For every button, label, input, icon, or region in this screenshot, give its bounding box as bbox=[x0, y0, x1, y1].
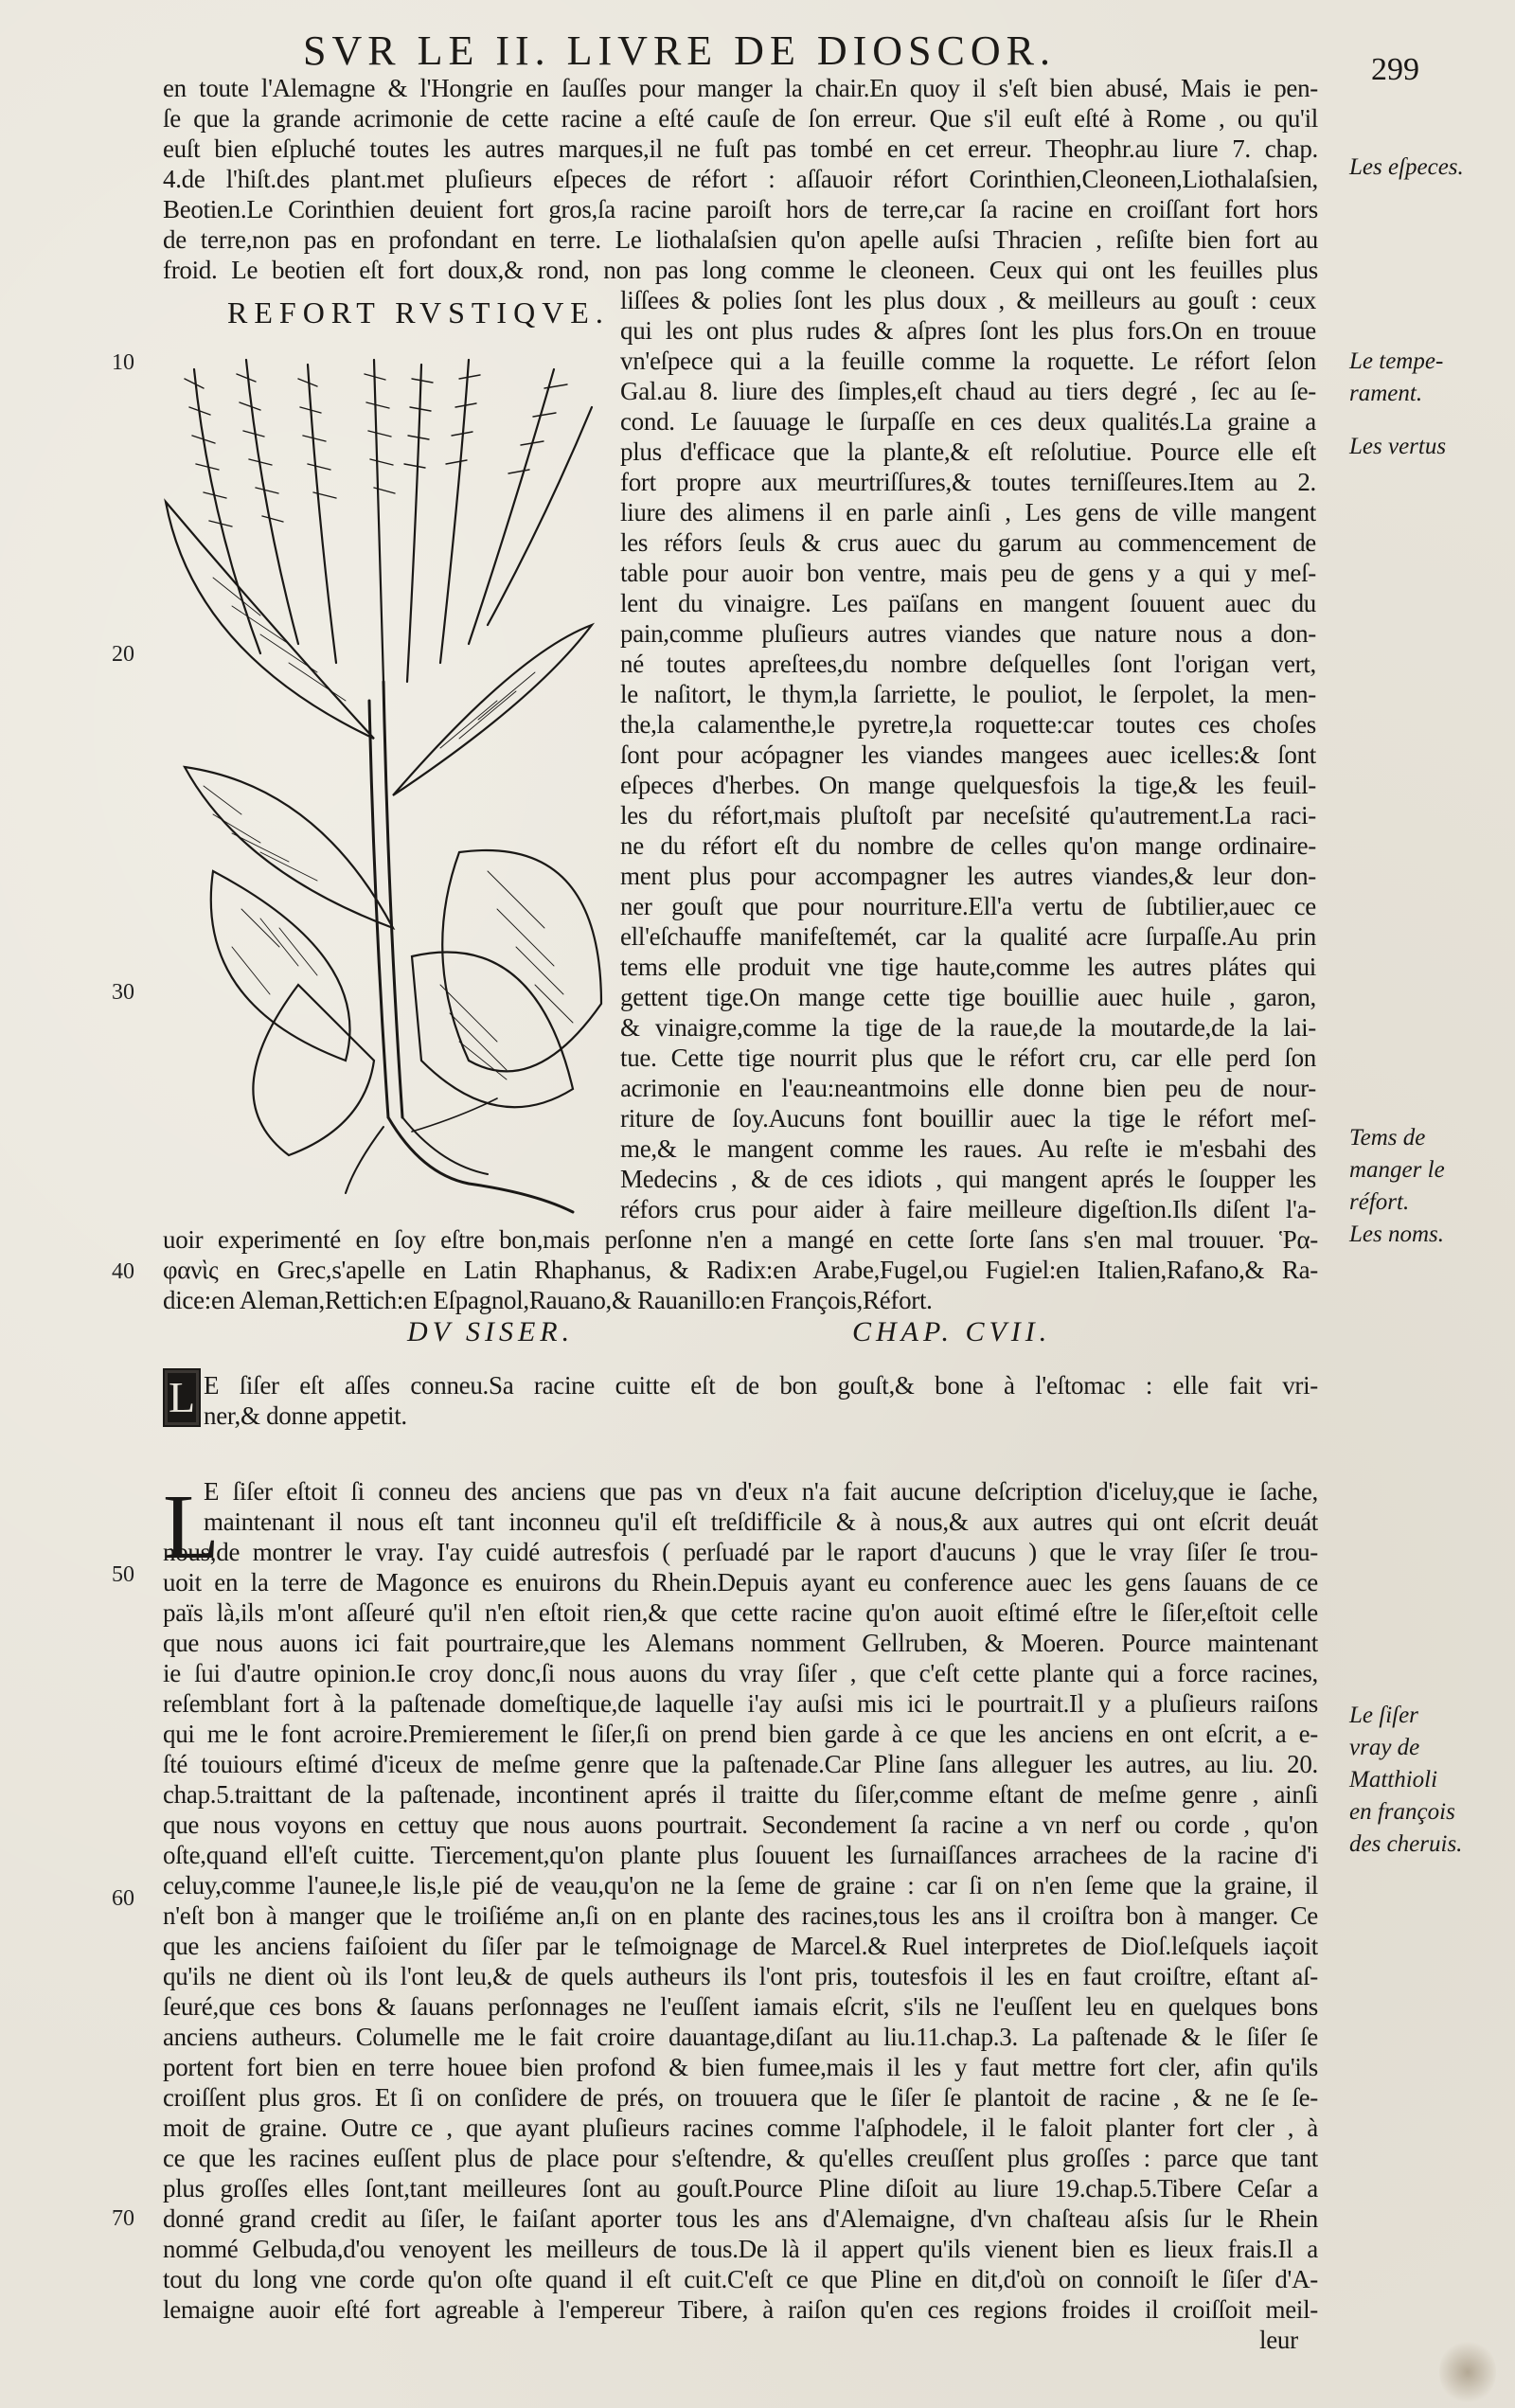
margin-note-line: Tems de bbox=[1349, 1125, 1426, 1150]
text-line: gettent tige.On mange cette tige bouillie auec huile , garon, bbox=[620, 983, 1316, 1011]
margin-note-line: rament. bbox=[1349, 381, 1423, 406]
plant-illustration-icon bbox=[156, 341, 615, 1222]
text-line: en toute l'Alemagne & l'Hongrie en ſauſſes pour manger la chair.En quoy il s'eſt bien abusé, Mais ie pen- bbox=[163, 74, 1318, 102]
drop-cap: L bbox=[163, 1476, 220, 1579]
text-line: tems elle produit vne tige haute,comme les autres plátes qui bbox=[620, 953, 1316, 981]
margin-note-line: Les vertus bbox=[1349, 434, 1447, 459]
text-line: moit de graine. Outre ce , que ayant pluſieurs racines comme l'aſphodele, il le faloit planter fort cler , à bbox=[163, 2114, 1318, 2142]
text-line: Medecins , & de ces idiots , qui mangent aprés le ſoupper les bbox=[620, 1165, 1316, 1193]
line-number: 20 bbox=[112, 642, 134, 667]
margin-note-line: réfort. bbox=[1349, 1189, 1410, 1215]
text-line: Gal.au 8. liure des ſimples,eſt chaud au tiers degré , ſec au ſe- bbox=[620, 377, 1316, 405]
text-line: dice:en Aleman,Rettich:en Eſpagnol,Rauano,& Rauanillo:en François,Réfort. bbox=[163, 1286, 933, 1314]
text-line: uoit en la terre de Magonce es enuirons du Rhein.Depuis ayant eu conference auec les gens ſauans de ce bbox=[163, 1568, 1318, 1596]
margin-note-line: en françois bbox=[1349, 1799, 1455, 1825]
running-head: SVR LE II. LIVRE DE DIOSCOR. bbox=[303, 27, 1056, 74]
text-line: uoir experimenté en ſoy eſtre bon,mais perſonne n'en a mangé en cette ſorte ſans s'en mal trouuer. Ῥα- bbox=[163, 1225, 1318, 1254]
text-line: anciens autheurs. Columelle me le fait croire dauantage,diſant au liu.11.chap.3. La paſtenade & le ſiſer ſe bbox=[163, 2023, 1318, 2051]
text-line: φανὶς en Grec,s'apelle en Latin Rhaphanus, & Radix:en Arabe,Fugel,ou Fugiel:en Italien,Rafano,& Ra- bbox=[163, 1256, 1318, 1284]
text-line: qui me le font acroire.Premierement le ſiſer,ſi on prend bien garde à ce que les anciens en ont eſcrit, a e- bbox=[163, 1720, 1318, 1748]
margin-note-line: des cheruis. bbox=[1349, 1831, 1463, 1857]
text-line: E ſiſer eſtoit ſi conneu des anciens que pas vn d'eux n'a fait aucune deſcription d'iceluy,que ie ſache, bbox=[204, 1477, 1318, 1506]
text-line: tue. Cette tige nourrit plus que le réfort cru, car elle perd ſon bbox=[620, 1043, 1316, 1072]
text-line: plus d'efficace que la plante,& eſt reſolutiue. Pource elle eſt bbox=[620, 437, 1316, 466]
text-line: ner gouſt que pour nourriture.Ell'a vertu de ſubtilier,auec ce bbox=[620, 892, 1316, 920]
text-line: euſt bien eſpluché toutes les autres marques,il ne fuſt pas tombé en cet erreur. Theophr.au liure 7. chap. bbox=[163, 134, 1318, 163]
text-line: tout du long vne corde qu'on oſte quand il eſt cuit.C'eſt ce que Pline en dit,d'où on connoiſt le ſiſer d'A- bbox=[163, 2265, 1318, 2293]
text-line: oſte,quand ell'eſt cuitte. Tiercement,qu'on plante plus ſouuent les ſurnaiſſances arrachees de la racine d'i bbox=[163, 1841, 1318, 1869]
text-line: qui les ont plus rudes & aſpres ſont les plus fors.On en trouue bbox=[620, 316, 1316, 345]
text-line: froid. Le beotien eſt fort doux,& rond, non pas long comme le cleoneen. Ceux qui ont les feuilles plus bbox=[163, 256, 1318, 284]
text-line: ell'eſchauffe manifeſtemét, car la qualité acre ſurpaſſe.Au prin bbox=[620, 922, 1316, 951]
text-line: cond. Le ſauuage le ſurpaſſe en ces deux qualités.La graine a bbox=[620, 407, 1316, 436]
text-line: lent du vinaigre. Les païſans en mangent ſouuent auec du bbox=[620, 589, 1316, 617]
paper-stain bbox=[1439, 2339, 1496, 2405]
text-line: ſont pour acópagner les viandes mangees auec icelles:& ſont bbox=[620, 740, 1316, 769]
text-line: ne du réfort eſt du nombre de celles qu'on mange ordinaire- bbox=[620, 831, 1316, 860]
text-line: ie ſui d'autre opinion.Ie croy donc,ſi nous auons du vray ſiſer , que c'eſt cette plante qui a force racines, bbox=[163, 1659, 1318, 1687]
margin-note-line: vray de bbox=[1349, 1735, 1420, 1760]
text-line: que nous auons ici fait pourtraire,que les Alemans nomment Gellruben, & Moeren. Pource maintenant bbox=[163, 1629, 1318, 1657]
text-line: nous,de montrer le vray. I'ay cuidé autresfois ( perſuadé par le raport d'aucuns ) que le vray ſiſer ſe trou- bbox=[163, 1538, 1318, 1566]
text-line: ment plus pour accompagner les autres viandes,& leur don- bbox=[620, 862, 1316, 890]
text-line: ſe que la grande acrimonie de cette racine a eſté cauſe de ſon erreur. Que s'il euſt eſté à Rome , ou qu'il bbox=[163, 104, 1318, 133]
text-line: riture de ſoy.Aucuns font bouillir auec la tige le réfort meſ- bbox=[620, 1104, 1316, 1133]
text-line: ce que les racines euſſent plus de place pour s'eſtendre, & qu'elles creuſſent plus groſſes : parce que tant bbox=[163, 2144, 1318, 2172]
catchword: leur bbox=[1259, 2326, 1298, 2354]
margin-note-tems bbox=[1349, 1122, 1510, 1251]
text-line: table pour auoir bon ventre, mais peu de gens y a qui y meſ- bbox=[620, 559, 1316, 587]
margin-note-especes bbox=[1349, 152, 1510, 184]
margin-note-line: Le ſiſer bbox=[1349, 1703, 1418, 1728]
chapter-title: DV SISER. bbox=[407, 1316, 575, 1347]
page-number: 299 bbox=[1371, 52, 1419, 87]
text-line: fort propre aux meurtriſſures,& toutes terniſſeures.Item au 2. bbox=[620, 468, 1316, 496]
text-line: nommé Gelbuda,d'ou venoyent les meilleurs de tous.De là il appert qu'ils vienent bien es lieux frais.Il a bbox=[163, 2235, 1318, 2263]
margin-note-noms: Les noms. bbox=[1349, 1222, 1445, 1247]
line-number: 10 bbox=[112, 350, 134, 375]
text-line: le naſitort, le thym,la ſarriette, le pouliot, le ſerpolet, la men- bbox=[620, 680, 1316, 708]
margin-note-line: Les eſpeces. bbox=[1349, 154, 1464, 180]
text-line: de terre,non pas en profondant en terre. Le liothalaſsien qu'on apelle auſsi Thracien , reſiſte bien fort au bbox=[163, 225, 1318, 254]
line-number: 70 bbox=[112, 2206, 134, 2231]
line-number: 50 bbox=[112, 1562, 134, 1587]
text-line: plus groſſes elles ſont,tant meilleures ſont au gouſt.Pource Pline diſoit au liure 19.chap.5.Tibere Ceſar a bbox=[163, 2174, 1318, 2203]
text-line: né toutes apreſtees,du nombre deſquelles ſont l'origan vert, bbox=[620, 650, 1316, 678]
figure-caption: REFORT RVSTIQVE. bbox=[227, 295, 610, 330]
text-line: lemaigne auoir eſté fort agreable à l'empereur Tibere, à raiſon qu'en ces regions froides il croiſſoit meil- bbox=[163, 2295, 1318, 2324]
text-line: n'eſt bon à manger que le troiſiéme an,ſi on en plante des racines,tous les ans il croiſtra bon à manger. Ce bbox=[163, 1901, 1318, 1930]
line-number: 40 bbox=[112, 1259, 134, 1284]
text-line: reſemblant fort à la paſtenade domeſtique,de laquelle i'ay auſsi mis ici le pourtrait.Il y a pluſieurs raiſons bbox=[163, 1689, 1318, 1718]
text-line: maintenant il nous eſt tant inconneu qu'il eſt treſdifficile & à nous,& aux autres qui ont eſcrit deuát bbox=[204, 1507, 1318, 1536]
margin-note-vertus bbox=[1349, 431, 1510, 463]
text-line: païs là,ils m'ont aſſeuré qu'il n'en eſtoit rien,& que cette racine qu'on auoit eſtimé eſtre le ſiſer,eſtoit celle bbox=[163, 1598, 1318, 1627]
margin-note-line: manger le bbox=[1349, 1157, 1445, 1183]
text-line: ner,& donne appetit. bbox=[204, 1401, 407, 1430]
margin-note-temperament bbox=[1349, 346, 1510, 410]
chapter-number: CHAP. CVII. bbox=[852, 1316, 1052, 1347]
text-line: acrimonie en l'eau:neantmoins elle donne bien peu de nour- bbox=[620, 1074, 1316, 1102]
decorated-initial: L bbox=[163, 1368, 201, 1427]
text-line: vn'eſpece qui a la feuille comme la roquette. Le réfort ſelon bbox=[620, 347, 1316, 375]
text-line: E ſiſer eſt aſſes conneu.Sa racine cuitte eſt de bon gouſt,& bone à l'eſtomac : elle fait vri- bbox=[204, 1371, 1318, 1400]
text-line: chap.5.traittant de la paſtenade, incontinent aprés il traitte du ſiſer,comme eſtant de meſme genre , ainſi bbox=[163, 1780, 1318, 1809]
margin-note-line: Matthioli bbox=[1349, 1767, 1438, 1793]
margin-note-siser bbox=[1349, 1700, 1510, 1861]
line-number: 30 bbox=[112, 980, 134, 1005]
text-line: liure des alimens il en parle ainſi , Les gens de ville mangent bbox=[620, 498, 1316, 526]
text-line: que les anciens faiſoient du ſiſer par le teſmoignage de Marcel.& Ruel interpretes de Dioſ.leſquels iaçoit bbox=[163, 1932, 1318, 1960]
text-line: ſté touiours eſtimé d'iceux de meſme genre que la paſtenade.Car Pline ſans alleguer les autres, au liu. 20. bbox=[163, 1750, 1318, 1778]
line-number: 60 bbox=[112, 1886, 134, 1911]
text-line: 4.de l'hiſt.des plant.met pluſieurs eſpeces de réfort : aſſauoir réfort Corinthien,Cleoneen,Liothalaſsien, bbox=[163, 165, 1318, 193]
text-line: qu'ils ne dient où ils l'ont leu,& de quels autheurs ils l'ont pris, toutesfois il les en faut croiſtre, eſtant aſ- bbox=[163, 1962, 1318, 1990]
margin-note-line: Le tempe- bbox=[1349, 348, 1444, 374]
text-line: the,la calamenthe,le pyretre,la roquette:car toutes ces choſes bbox=[620, 710, 1316, 739]
text-line: les du réfort,mais pluſtoſt par neceſsité qu'autrement.La raci- bbox=[620, 801, 1316, 829]
text-line: croiſſent plus gros. Et ſi on conſidere de prés, on trouuera que le ſiſer ſe plantoit de racine , & ne ſe ſe- bbox=[163, 2083, 1318, 2112]
text-line: celuy,comme l'aunee,le lis,le pié de veau,qu'on ne la ſeme de graine : car ſi on n'en ſeme que la graine, il bbox=[163, 1871, 1318, 1900]
text-line: les réfors ſeuls & crus auec du garum au commencement de bbox=[620, 528, 1316, 557]
text-line: pain,comme pluſieurs autres viandes que nature nous a don- bbox=[620, 619, 1316, 648]
text-line: ſeuré,que ces bons & ſauans perſonnages ne l'euſſent iamais eſcrit, s'ils ne l'euſſent leu en quelques bons bbox=[163, 1992, 1318, 2021]
text-line: portent fort bien en terre houee bien profond & bien fumee,mais il les y faut mettre fort cler, afin qu'ils bbox=[163, 2053, 1318, 2081]
text-line: donné grand credit au ſiſer, le faiſant aporter tous les ans d'Alemaigne, d'vn chaſteau aſsis ſur le Rhein bbox=[163, 2204, 1318, 2233]
text-line: réfors crus pour aider à faire meilleure digeſtion.Ils diſent l'a- bbox=[620, 1195, 1316, 1223]
text-line: & vinaigre,comme la tige de la raue,de la moutarde,de la lai- bbox=[620, 1013, 1316, 1042]
text-line: liſſees & polies ſont les plus doux , & meilleurs au gouſt : ceux bbox=[620, 286, 1316, 314]
radish-woodcut-illustration bbox=[156, 341, 615, 1222]
text-line: me,& le mangent comme les raues. Au reſte ie m'esbahi des bbox=[620, 1134, 1316, 1163]
text-line: que nous voyons en cettuy que nous auons pourtrait. Secondement ſa racine a vn nerf ou corde , qu'on bbox=[163, 1810, 1318, 1839]
text-line: eſpeces d'herbes. On mange quelquesfois la tige,& les feuil- bbox=[620, 771, 1316, 799]
text-line: Beotien.Le Corinthien deuient fort gros,ſa racine paroiſt hors de terre,car ſa racine en croiſſant fort hors bbox=[163, 195, 1318, 223]
